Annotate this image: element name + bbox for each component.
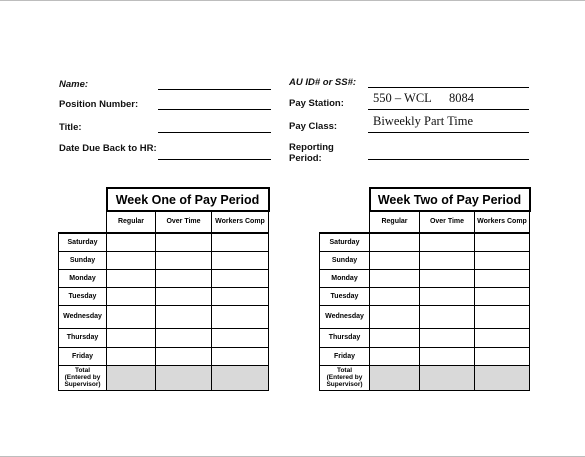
day-label: Monday [320, 269, 370, 287]
hours-cell[interactable] [475, 305, 530, 328]
column-header-regular: Regular [370, 211, 420, 233]
table-row [320, 287, 530, 305]
hours-cell[interactable] [156, 305, 212, 328]
au-id-field[interactable] [368, 87, 529, 88]
name-field[interactable] [158, 89, 271, 90]
pay-station-label: Pay Station: [289, 98, 344, 109]
table-row [59, 233, 269, 251]
table-row [59, 328, 269, 347]
hours-cell[interactable] [212, 305, 269, 328]
total-cell [212, 365, 269, 390]
table-row [320, 233, 530, 251]
day-label: Wednesday [59, 305, 107, 328]
day-label: Tuesday [59, 287, 107, 305]
table-row [59, 269, 269, 287]
hours-cell[interactable] [420, 305, 475, 328]
table-corner [59, 188, 107, 211]
total-cell [420, 365, 475, 390]
table-corner [320, 211, 370, 233]
total-cell [370, 365, 420, 390]
total-label-line: Supervisor) [64, 381, 101, 388]
hours-cell[interactable] [420, 328, 475, 347]
column-header-overtime: Over Time [420, 211, 475, 233]
hours-cell[interactable] [107, 251, 156, 269]
hours-cell[interactable] [212, 287, 269, 305]
hours-cell[interactable] [212, 269, 269, 287]
hours-cell[interactable] [212, 328, 269, 347]
reporting-period-label-line1: Reporting [289, 142, 334, 153]
title-field[interactable] [158, 132, 271, 133]
hours-cell[interactable] [107, 328, 156, 347]
pay-class-field[interactable] [368, 132, 529, 133]
hours-cell[interactable] [107, 269, 156, 287]
hours-cell[interactable] [107, 233, 156, 251]
hours-cell[interactable] [156, 347, 212, 365]
hours-cell[interactable] [156, 251, 212, 269]
day-label: Saturday [59, 233, 107, 251]
day-label: Thursday [320, 328, 370, 347]
total-label-line: Supervisor) [326, 381, 363, 388]
day-label: Friday [59, 347, 107, 365]
table-row [59, 347, 269, 365]
position-number-field[interactable] [158, 109, 271, 110]
week-two-table [319, 187, 531, 391]
hours-cell[interactable] [475, 347, 530, 365]
column-header-regular: Regular [107, 211, 156, 233]
total-cell [107, 365, 156, 390]
hours-cell[interactable] [212, 347, 269, 365]
table-row [320, 251, 530, 269]
hours-cell[interactable] [156, 269, 212, 287]
hours-cell[interactable] [475, 287, 530, 305]
day-label: Sunday [59, 251, 107, 269]
total-label [59, 365, 107, 390]
hours-cell[interactable] [212, 233, 269, 251]
hours-cell[interactable] [107, 347, 156, 365]
week-one-title: Week One of Pay Period [107, 188, 269, 211]
day-label: Saturday [320, 233, 370, 251]
total-label-line: (Entered by [326, 374, 363, 381]
table-row [59, 305, 269, 328]
column-header-workers-comp: Workers Comp [475, 211, 530, 233]
hours-cell[interactable] [107, 305, 156, 328]
pay-class-label: Pay Class: [289, 121, 338, 132]
hours-cell[interactable] [370, 287, 420, 305]
name-label: Name: [59, 79, 89, 90]
column-header-overtime: Over Time [156, 211, 212, 233]
hours-cell[interactable] [420, 233, 475, 251]
hours-cell[interactable] [420, 287, 475, 305]
day-label: Friday [320, 347, 370, 365]
table-row [320, 269, 530, 287]
date-due-field[interactable] [158, 159, 271, 160]
au-id-label: AU ID# or SS#: [289, 77, 357, 88]
week-one-table [58, 187, 270, 391]
hours-cell[interactable] [370, 347, 420, 365]
hours-cell[interactable] [475, 251, 530, 269]
title-label: Title: [59, 122, 82, 133]
hours-cell[interactable] [212, 251, 269, 269]
total-row [320, 365, 530, 390]
day-label: Tuesday [320, 287, 370, 305]
table-row [320, 305, 530, 328]
total-row [59, 365, 269, 390]
day-label: Sunday [320, 251, 370, 269]
table-row [320, 328, 530, 347]
total-label-line: (Entered by [64, 374, 101, 381]
column-header-workers-comp: Workers Comp [212, 211, 269, 233]
day-label: Monday [59, 269, 107, 287]
hours-cell[interactable] [420, 251, 475, 269]
week-two-title: Week Two of Pay Period [370, 188, 530, 211]
hours-cell[interactable] [370, 251, 420, 269]
day-label: Thursday [59, 328, 107, 347]
pay-class-value: Biweekly Part Time [373, 114, 474, 128]
table-row [320, 347, 530, 365]
total-label-line: Total [74, 367, 91, 374]
hours-cell[interactable] [475, 328, 530, 347]
table-corner [320, 188, 370, 211]
hours-cell[interactable] [420, 269, 475, 287]
total-cell [475, 365, 530, 390]
reporting-period-field[interactable] [368, 159, 529, 160]
position-number-label: Position Number: [59, 99, 139, 110]
table-row [59, 287, 269, 305]
pay-station-number: 8084 [449, 91, 474, 105]
hours-cell[interactable] [156, 328, 212, 347]
hours-cell[interactable] [370, 233, 420, 251]
reporting-period-label-line2: Period: [289, 153, 322, 164]
hours-cell[interactable] [156, 287, 212, 305]
total-label [320, 365, 370, 390]
total-label-line: Total [336, 367, 353, 374]
total-cell [156, 365, 212, 390]
hours-cell[interactable] [156, 233, 212, 251]
day-label: Wednesday [320, 305, 370, 328]
pay-station-code: 550 – WCL [373, 91, 432, 105]
pay-station-field[interactable] [368, 109, 529, 110]
table-corner [59, 211, 107, 233]
hours-cell[interactable] [370, 328, 420, 347]
table-row [59, 251, 269, 269]
hours-cell[interactable] [475, 233, 530, 251]
hours-cell[interactable] [370, 269, 420, 287]
hours-cell[interactable] [475, 269, 530, 287]
hours-cell[interactable] [420, 347, 475, 365]
hours-cell[interactable] [370, 305, 420, 328]
date-due-label: Date Due Back to HR: [59, 143, 157, 154]
hours-cell[interactable] [107, 287, 156, 305]
